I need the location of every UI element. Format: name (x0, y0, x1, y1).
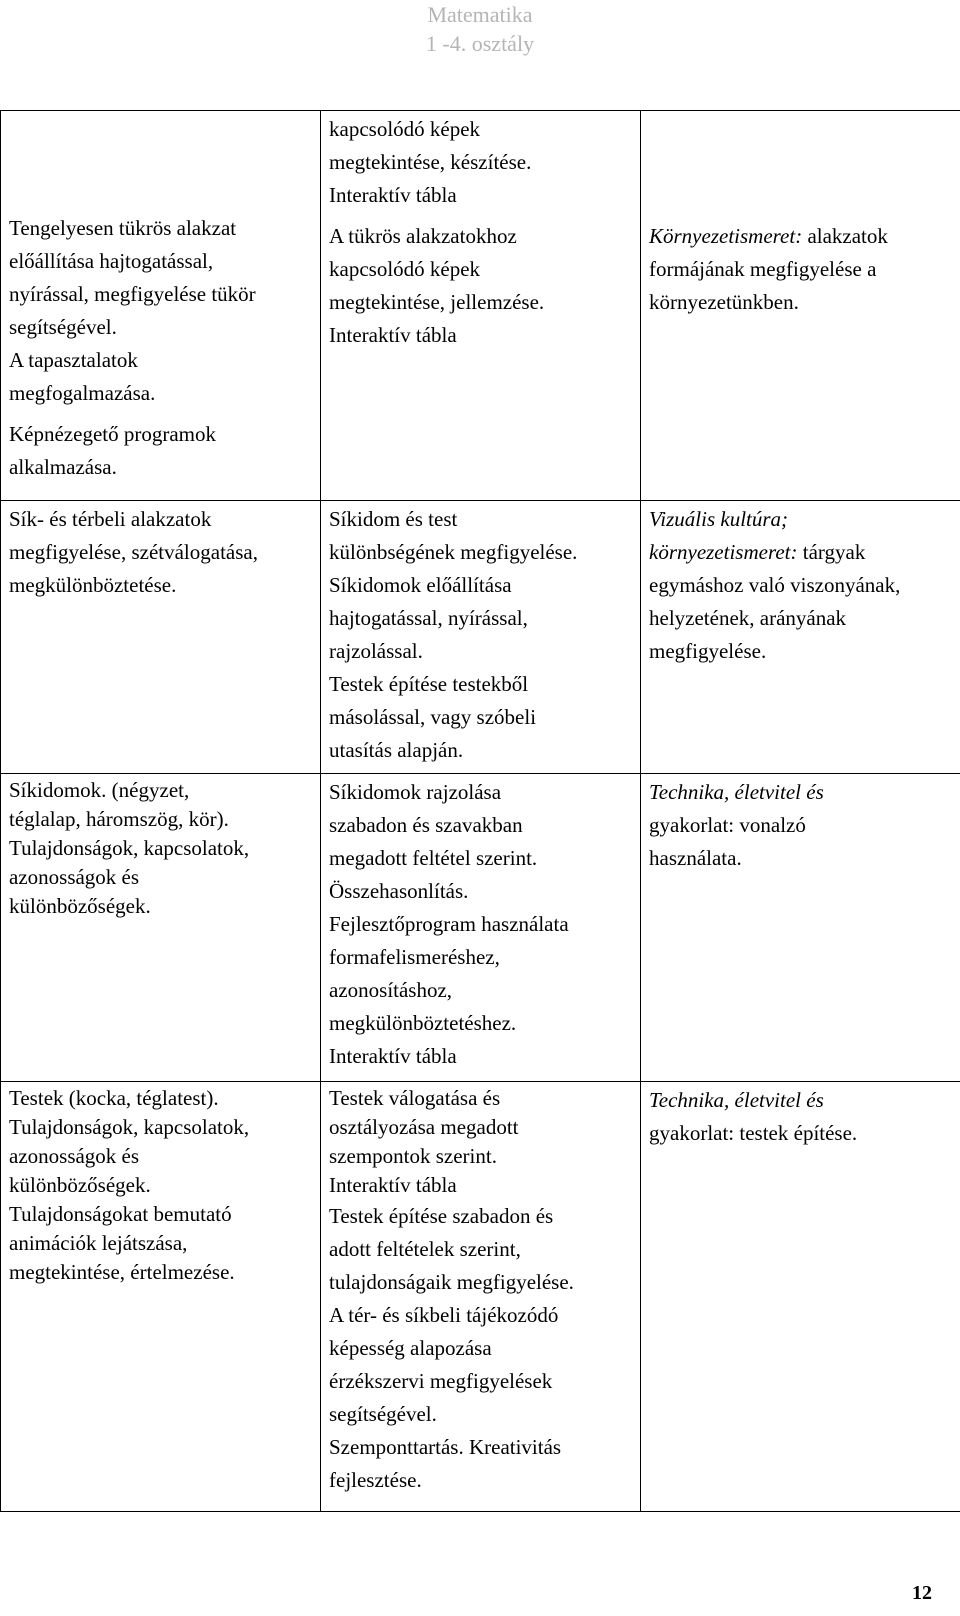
cell-line: tulajdonságaik megfigyelése. (329, 1270, 574, 1294)
cell-line: Összehasonlítás. (329, 879, 469, 903)
cell-line (9, 179, 314, 212)
cell-line: Tengelyesen tükrös alakzat (9, 216, 237, 240)
subject-name: Technika, életvitel és (649, 1088, 824, 1112)
cell-line: animációk lejátszása, (9, 1231, 188, 1255)
cell-line: formájának megfigyelése a (649, 257, 877, 281)
page-number: 12 (912, 1582, 932, 1604)
cell-line: adott feltételek szerint, (329, 1237, 521, 1261)
subject-name: környezetismeret: (649, 540, 798, 564)
cell-line: A tér- és síkbeli tájékozódó (329, 1303, 559, 1327)
cell-line: segítségével. (9, 315, 117, 339)
cell-line: nyírással, megfigyelése tükör (9, 282, 256, 306)
cell-line: Képnézegető programok (9, 422, 216, 446)
cell-line: Síkidomok. (négyzet, (9, 778, 190, 802)
cell-line: utasítás alapján. (329, 738, 464, 762)
cell-line: képesség alapozása (329, 1336, 492, 1360)
cell-line: formafelismeréshez, (329, 945, 500, 969)
cell-line: Tulajdonságok, kapcsolatok, (9, 1115, 250, 1139)
cell-line: fejlesztése. (329, 1468, 422, 1492)
cell-line: megfogalmazása. (9, 381, 156, 405)
cell-line: Interaktív tábla (329, 183, 457, 207)
activity-cell (321, 111, 641, 501)
cell-line: Interaktív tábla (329, 1173, 457, 1197)
cell-line: Tulajdonságokat bemutató (9, 1202, 232, 1226)
cell-line: Testek válogatása és (329, 1086, 501, 1110)
cell-line: Testek (kocka, téglatest). (9, 1086, 219, 1110)
table-row (1, 501, 960, 774)
cell-line: megtekintése, értelmezése. (9, 1260, 235, 1284)
cell-line: érzékszervi megfigyelések (329, 1369, 553, 1393)
cell-line: használata. (649, 846, 742, 870)
cell-line: különbözőségek. (9, 894, 151, 918)
cell-line: A tükrös alakzatokhoz (329, 224, 517, 248)
topic-cell (1, 501, 321, 774)
activity-cell (321, 501, 641, 774)
connection-cell (641, 111, 960, 501)
header-grade: 1 -4. osztály (425, 31, 535, 56)
cell-line: megkülönböztetéshez. (329, 1011, 517, 1035)
subject-name: Technika, életvitel és (649, 780, 824, 804)
cell-line: megfigyelése. (649, 639, 767, 663)
cell-line: téglalap, háromszög, kör). (9, 807, 229, 831)
cell-line: szabadon és szavakban (329, 813, 523, 837)
cell-line: alkalmazása. (9, 455, 117, 479)
cell-line: megtekintése, készítése. (329, 150, 532, 174)
connection-cell (641, 774, 960, 1082)
cell-line: kapcsolódó képek (329, 257, 481, 281)
connection-cell (641, 501, 960, 774)
cell-line: Szemponttartás. Kreativitás (329, 1435, 562, 1459)
cell-line: előállítása hajtogatással, (9, 249, 214, 273)
line-gap (329, 212, 634, 220)
cell-line: azonosságok és (9, 1144, 140, 1168)
cell-line: kapcsolódó képek (329, 117, 481, 141)
cell-line: gyakorlat: vonalzó (649, 813, 806, 837)
cell-line: Síkidomok rajzolása (329, 780, 502, 804)
cell-line: Testek építése testekből (329, 672, 529, 696)
topic-cell (1, 111, 321, 501)
cell-line: másolással, vagy szóbeli (329, 705, 537, 729)
cell-line: környezetünkben. (649, 290, 799, 314)
line-gap (9, 410, 314, 418)
cell-line: gyakorlat: testek építése. (649, 1121, 858, 1145)
cell-line: azonosításhoz, (329, 978, 453, 1002)
cell-line: Interaktív tábla (329, 1044, 457, 1068)
cell-line: megkülönböztetése. (9, 573, 177, 597)
cell-line: szempontok szerint. (329, 1144, 497, 1168)
table-row (1, 111, 960, 501)
curriculum-table (0, 110, 960, 1512)
activity-cell (321, 774, 641, 1082)
cell-line: különbözőségek. (9, 1173, 151, 1197)
running-header (0, 0, 960, 58)
cell-line (9, 146, 314, 179)
cell-line (9, 113, 314, 146)
connection-cell (641, 1082, 960, 1512)
cell-line: megfigyelése, szétválogatása, (9, 540, 258, 564)
table-row (1, 1082, 960, 1512)
activity-cell (321, 1082, 641, 1512)
header-subject: Matematika (427, 2, 533, 27)
table-row (1, 774, 960, 1082)
subject-name: Vizuális kultúra; (649, 507, 789, 531)
topic-cell (1, 774, 321, 1082)
cell-line: egymáshoz való viszonyának, (649, 573, 901, 597)
cell-line: azonosságok és (9, 865, 140, 889)
cell-line: osztályozása megadott (329, 1115, 519, 1139)
cell-line: Környezetismeret: alakzatok (649, 224, 888, 248)
cell-line: megadott feltétel szerint. (329, 846, 538, 870)
cell-line: megtekintése, jellemzése. (329, 290, 545, 314)
cell-line: Sík- és térbeli alakzatok (9, 507, 212, 531)
cell-line: A tapasztalatok (9, 348, 138, 372)
cell-line: Tulajdonságok, kapcsolatok, (9, 836, 250, 860)
cell-line: helyzetének, arányának (649, 606, 847, 630)
cell-line: Síkidomok előállítása (329, 573, 512, 597)
subject-name: Környezetismeret: (649, 224, 803, 248)
cell-line: különbségének megfigyelése. (329, 540, 578, 564)
cell-line: Interaktív tábla (329, 323, 457, 347)
cell-line: hajtogatással, nyírással, (329, 606, 528, 630)
cell-line: segítségével. (329, 1402, 437, 1426)
cell-line: Fejlesztőprogram használata (329, 912, 569, 936)
cell-line: rajzolással. (329, 639, 423, 663)
cell-line: környezetismeret: tárgyak (649, 540, 866, 564)
topic-cell (1, 1082, 321, 1512)
cell-line: Testek építése szabadon és (329, 1204, 554, 1228)
cell-line: Síkidom és test (329, 507, 458, 531)
